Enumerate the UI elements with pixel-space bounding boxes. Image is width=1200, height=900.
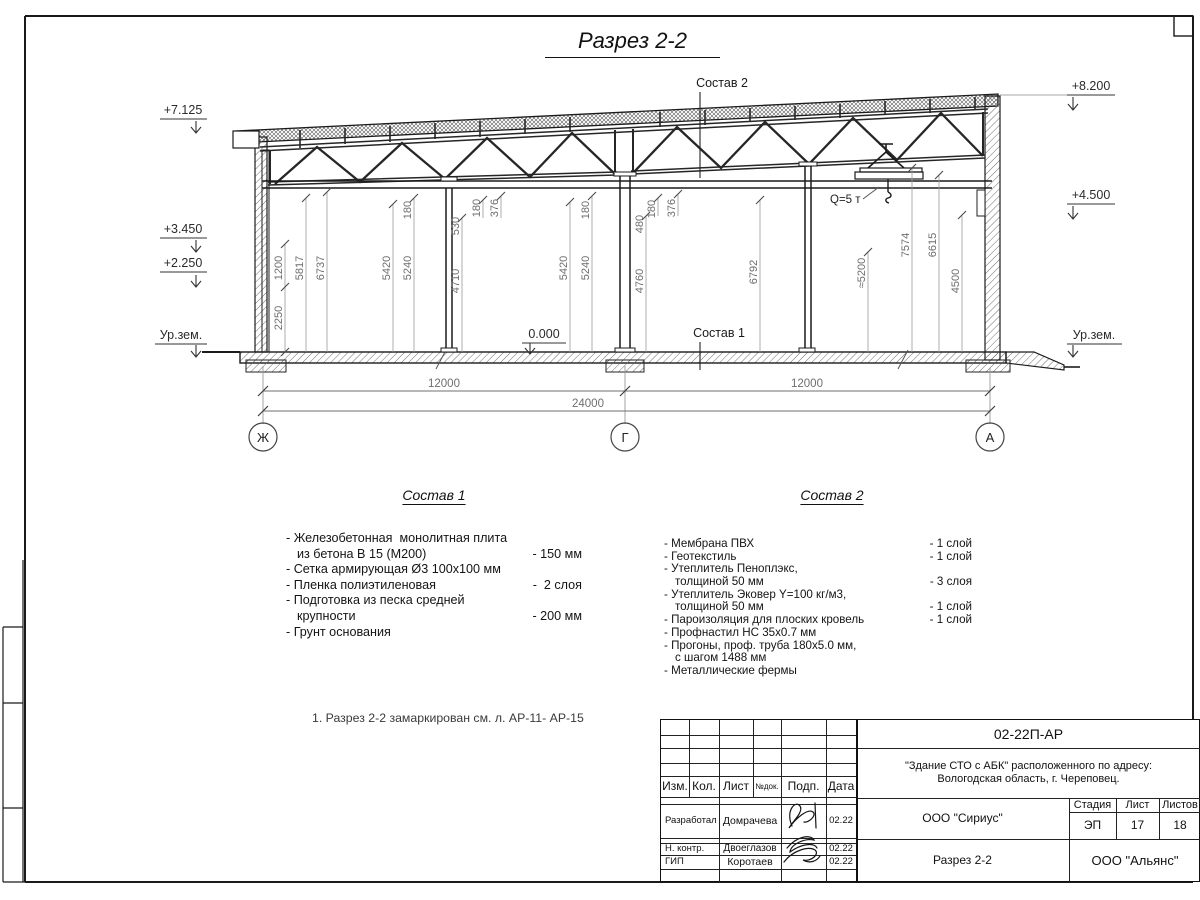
svg-text:+3.450: +3.450	[163, 222, 203, 236]
signatures	[780, 798, 826, 872]
list-item: - Грунт основания	[286, 624, 391, 639]
list-item: - Пароизоляция для плоских кровель - 1 слой	[664, 613, 972, 627]
tb-col-ndoc: №док.	[755, 781, 779, 791]
frame-corner-box	[1174, 16, 1193, 36]
tb-designer-org: ООО "Сириус"	[922, 810, 1003, 825]
vdim: 4500	[950, 268, 962, 294]
list-item: - Пленка полиэтиленовая - 2 слоя	[286, 577, 582, 592]
vdim: 180	[402, 200, 414, 220]
drawing-note: 1. Разрез 2-2 замаркирован см. л. АР-11- АР-15	[312, 711, 584, 725]
vdim: ≈5200	[856, 257, 868, 289]
vdim: 5240	[580, 255, 592, 281]
list-item: - Утеплитель Эковер Y=100 кг/м3,	[664, 587, 847, 601]
vdim: 5240	[402, 255, 414, 281]
list-item: - Профнастил НС 35x0.7 мм	[664, 625, 817, 639]
elevation-mark	[155, 328, 207, 357]
tb-col-izm: Изм.	[662, 778, 688, 793]
tb-role-ncontr: Н. контр.	[665, 842, 705, 854]
tb-name-developer: Домрачева	[722, 814, 778, 827]
footing-right	[966, 360, 1010, 372]
sostav1-block	[286, 487, 582, 640]
list-item: крупности - 200 мм	[297, 608, 582, 623]
list-item: - Утеплитель Пеноплэкс,	[664, 562, 798, 576]
elevation-mark	[1067, 328, 1122, 357]
list-item: толщиной 50 мм - 1 слой	[675, 600, 972, 614]
sostav2-block	[664, 487, 972, 677]
list-item: из бетона В 15 (М200) - 150 мм	[297, 546, 582, 561]
vdim: 6792	[748, 259, 760, 285]
vdim: 180	[646, 199, 658, 219]
svg-text:+2.250: +2.250	[163, 256, 203, 270]
list-item: толщиной 50 мм - 3 слоя	[675, 575, 972, 589]
page-title: Разрез 2-2	[545, 28, 720, 58]
wall-left	[255, 137, 267, 352]
floor-slab	[202, 350, 1080, 372]
wall-right	[985, 96, 1000, 360]
elevation-mark	[1067, 188, 1115, 219]
sostav1-title: Состав 1	[402, 487, 466, 503]
svg-text:+7.125: +7.125	[163, 103, 203, 117]
sostav2-title: Состав 2	[800, 487, 864, 503]
tb-name-gip: Коротаев	[727, 855, 773, 868]
crane-hoist	[830, 144, 923, 206]
svg-text:+8.200: +8.200	[1071, 79, 1111, 93]
sostav2-callout: Состав 2	[696, 76, 748, 90]
vdim: 2250	[273, 305, 285, 331]
vdim: 6737	[315, 255, 327, 281]
tb-date: 02.22	[829, 855, 853, 867]
axis-label: Г	[621, 430, 629, 445]
tb-role-developer: Разработал	[665, 814, 717, 826]
tb-stage-label: Стадия	[1073, 798, 1112, 811]
wall-right-bracket	[977, 190, 985, 216]
vdim: 5420	[558, 255, 570, 281]
tb-doc-number: 02-22П-АР	[993, 725, 1064, 742]
tb-date: 02.22	[829, 814, 853, 826]
vdim: 376	[489, 198, 501, 218]
crane-hook	[886, 179, 891, 203]
vertical-dimensions	[273, 199, 962, 330]
vdim: 180	[471, 198, 483, 218]
signature	[789, 804, 814, 828]
tb-date: 02.22	[829, 842, 853, 854]
vdim: 480	[634, 214, 646, 234]
svg-text:0.000: 0.000	[528, 327, 560, 341]
vdim: 530	[450, 216, 462, 236]
tb-sheets-label: Листов	[1162, 798, 1198, 811]
list-item: - Подготовка из песка средней	[286, 593, 465, 608]
list-item: - Геотекстиль - 1 слой	[664, 549, 972, 563]
list-item: с шагом 1488 мм	[675, 651, 767, 665]
list-item: - Металлические фермы	[664, 663, 797, 677]
vdim: 6615	[927, 232, 939, 258]
signature	[784, 849, 820, 863]
vdim: 376	[666, 198, 678, 218]
tb-stage-value: ЭП	[1083, 817, 1102, 832]
crane-capacity-label: Q=5 т	[830, 194, 861, 206]
cornice-left	[233, 131, 259, 148]
axis-label: А	[985, 430, 995, 445]
tb-client-org: ООО "Альянс"	[1091, 852, 1179, 868]
tb-sheets-value: 18	[1173, 817, 1187, 832]
list-item: - Мембрана ПВХ - 1 слой	[664, 537, 972, 550]
tb-col-list: Лист	[722, 778, 750, 793]
frame-left-strip	[3, 560, 25, 882]
elevation-mark	[1000, 79, 1115, 110]
elevation-mark	[160, 103, 207, 133]
title-block	[660, 719, 1200, 882]
list-item: - Прогоны, проф. труба 180x5.0 мм,	[664, 638, 857, 652]
svg-text:Ур.зем.: Ур.зем.	[159, 328, 203, 342]
vdim: 4760	[634, 268, 646, 294]
tb-project: "Здание СТО с АБК" расположенного по адресу: Вологодская область, г. Череповец.	[904, 760, 1153, 785]
vdim: 5420	[381, 255, 393, 281]
tb-col-data: Дата	[827, 778, 855, 793]
list-item: - Железобетонная монолитная плита	[286, 531, 508, 545]
tb-sheet-label: Лист	[1125, 798, 1150, 811]
elevation-mark	[160, 256, 207, 287]
tb-role-gip: ГИП	[665, 855, 684, 867]
tb-col-podp: Подп.	[787, 778, 820, 793]
elevation-mark-zero	[522, 327, 566, 354]
tb-sheet-value: 17	[1130, 817, 1145, 832]
horizontal-dimensions	[258, 366, 995, 424]
tb-name-ncontr: Двоеглазов	[723, 843, 777, 855]
vdim: 5817	[294, 255, 306, 281]
column-axis-g	[620, 176, 630, 352]
vdim: 7574	[900, 232, 912, 258]
column-2	[805, 166, 811, 352]
beam-and-columns	[262, 150, 992, 352]
elevation-mark	[160, 222, 207, 252]
hdim: 24000	[572, 398, 604, 410]
footing-left	[246, 360, 286, 372]
right-ramp	[1006, 352, 1064, 370]
svg-text:+4.500: +4.500	[1071, 188, 1111, 202]
svg-text:Ур.зем.: Ур.зем.	[1072, 328, 1116, 342]
axis-bubbles	[249, 423, 1004, 451]
axis-label: Ж	[256, 430, 270, 445]
vdim: 1200	[273, 255, 285, 281]
sostav1-callout: Состав 1	[693, 326, 745, 340]
list-item: - Сетка армирующая Ø3 100x100 мм	[286, 562, 501, 577]
vdim: 180	[580, 200, 592, 220]
hdim: 12000	[428, 378, 460, 390]
tb-drawing-name: Разрез 2-2	[933, 853, 992, 868]
tb-col-kol: Кол.	[692, 778, 716, 793]
signature	[815, 803, 816, 828]
hdim: 12000	[791, 378, 823, 390]
vdim: 4710	[450, 268, 462, 294]
